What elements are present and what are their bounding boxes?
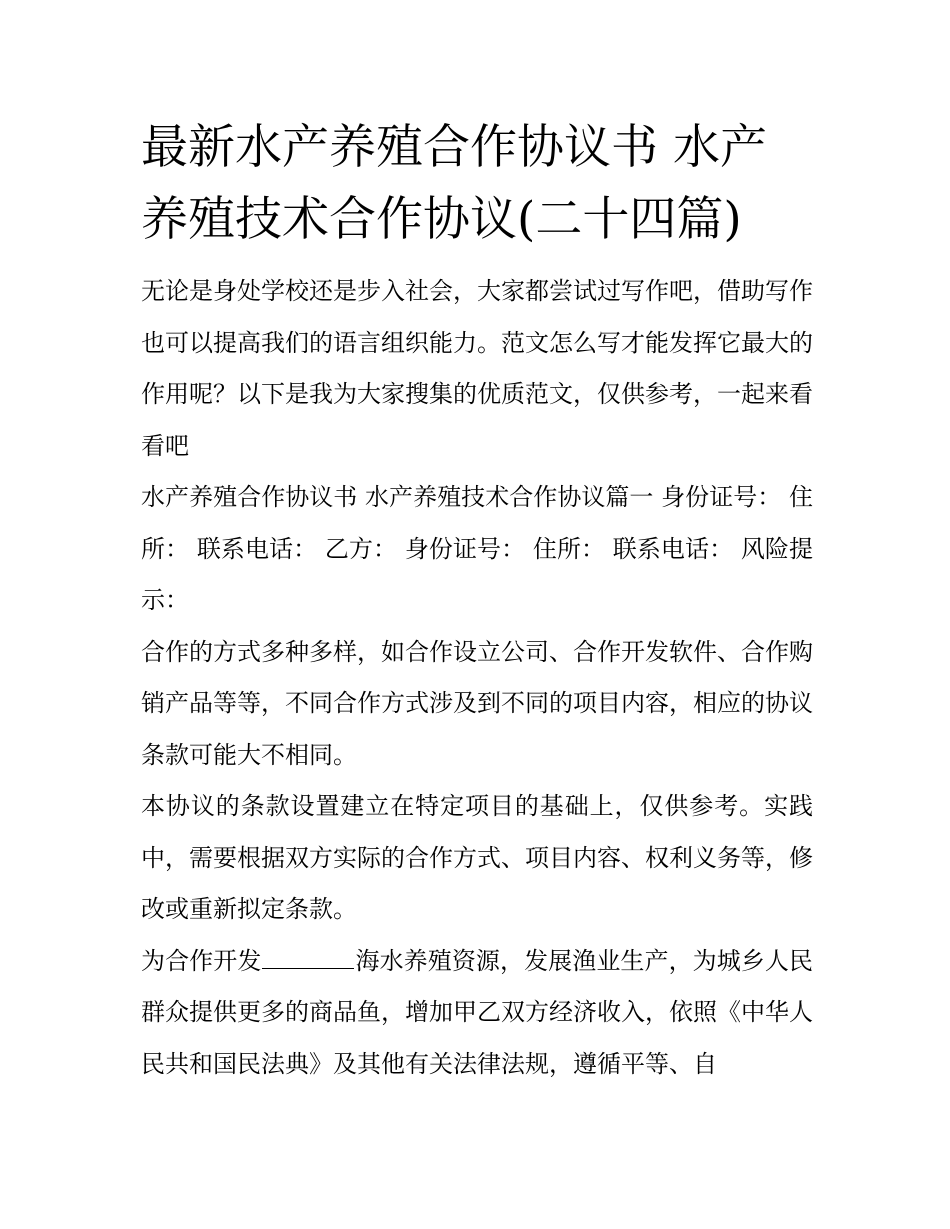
purpose-text-after: 海水养殖资源，发展渔业生产，为城乡人民群众提供更多的商品鱼，增加甲乙双方经济收入，依照《中华人民共和国民法典》及其他有关法律法规，遵循平等、自: [141, 946, 814, 1078]
paragraph-parties: 水产养殖合作协议书 水产养殖技术合作协议篇一 身份证号： 住所： 联系电话： 乙方： 身份证号： 住所： 联系电话： 风险提示：: [141, 483, 813, 614]
paragraph-terms-notice: 本协议的条款设置建立在特定项目的基础上，仅供参考。实践中，需要根据双方实际的合作方式、项目内容、权利义务等，修改或重新拟定条款。: [141, 792, 813, 923]
paragraph-cooperation-methods: 合作的方式多种多样，如合作设立公司、合作开发软件、合作购销产品等等，不同合作方式涉及到不同的项目内容，相应的协议条款可能大不相同。: [141, 637, 813, 769]
paragraph-purpose: [141, 936, 813, 1091]
document-title: 最新水产养殖合作协议书 水产养殖技术合作协议(二十四篇): [141, 120, 767, 247]
paragraph-intro: 无论是身处学校还是步入社会，大家都尝试过写作吧，借助写作也可以提高我们的语言组织能力。范文怎么写才能发挥它最大的作用呢？以下是我为大家搜集的优质范文，仅供参考，一起来看看吧: [141, 277, 813, 460]
document-content: [141, 112, 813, 1090]
purpose-text-before: 为合作开发: [141, 946, 262, 975]
fill-in-blank: [262, 946, 354, 969]
